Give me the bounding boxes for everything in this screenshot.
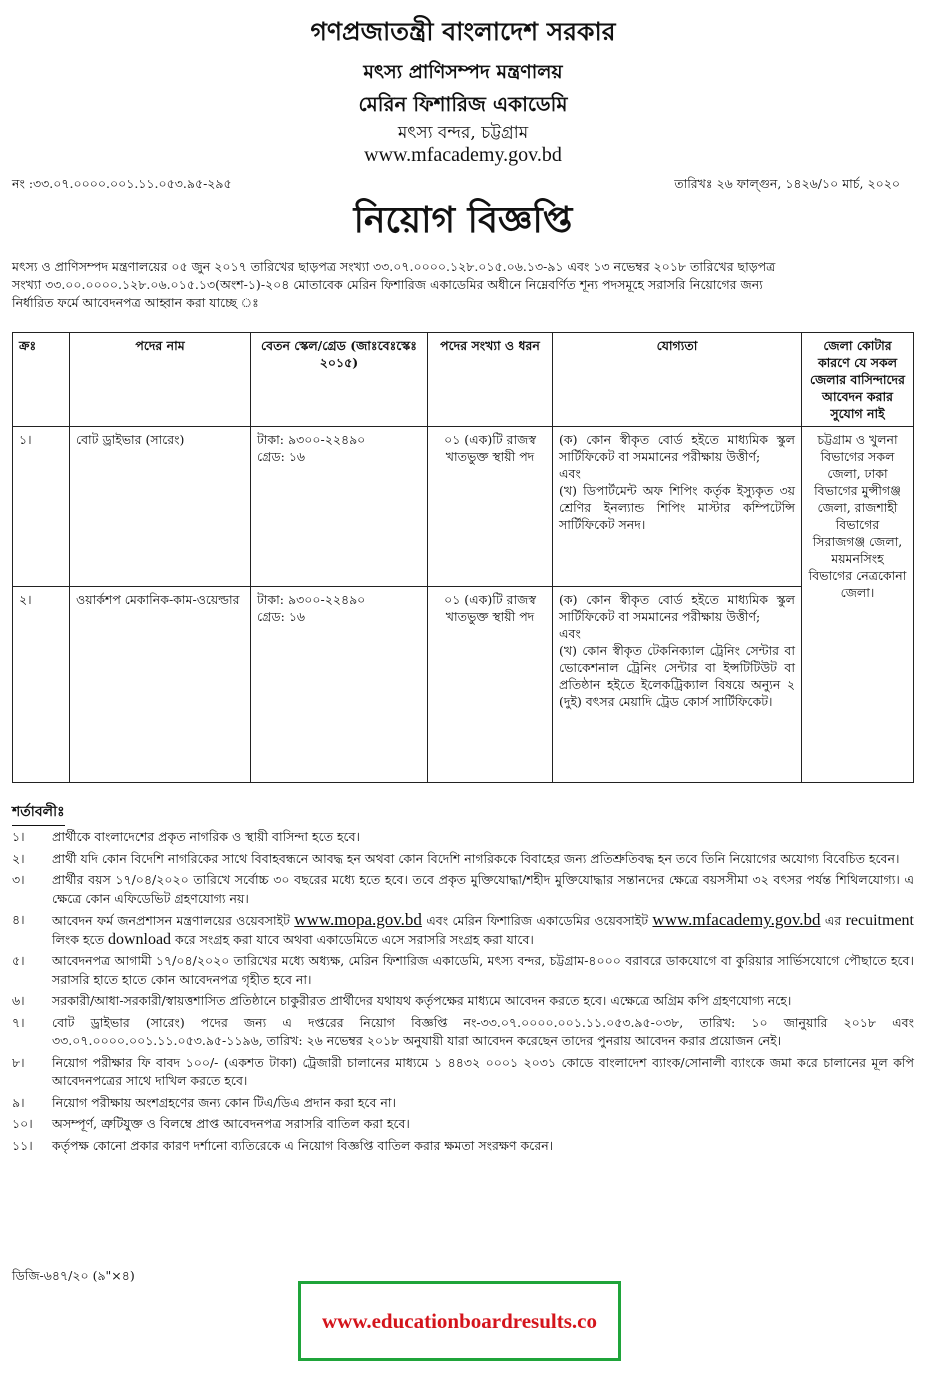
condition-number: ৪। [12, 912, 25, 927]
row-pay-scale [251, 427, 428, 587]
header-serial: ক্রঃ [13, 333, 70, 427]
qualification-and: এবং [559, 626, 581, 641]
condition-text: অসম্পূর্ণ, ত্রুটিযুক্ত ও বিলম্বে প্রাপ্ত আবেদনপত্র সরাসরি বাতিল করা হবে। [52, 1116, 410, 1131]
condition-text: নিয়োগ পরীক্ষায় অংশগ্রহণের জন্য কোন টিএ/ডিএ প্রদান করা হবে না। [52, 1094, 396, 1110]
download-word: download [107, 930, 172, 948]
row-serial: ২। [13, 587, 70, 783]
condition-number: ২। [12, 850, 25, 866]
notice-title: নিয়োগ বিজ্ঞপ্তি [353, 199, 573, 241]
condition-item [12, 1094, 914, 1113]
conditions-list [12, 828, 914, 1158]
address-line: মৎস্য বন্দর, চট্টগ্রাম [397, 123, 529, 143]
conditions-heading: শর্তাবলীঃ [12, 800, 65, 824]
notice-date: তারিখঃ ২৬ ফাল্গুন, ১৪২৬/১০ মার্চ, ২০২০ [674, 176, 900, 191]
condition-text-part: আবেদন ফর্ম জনপ্রশাসন মন্ত্রণালয়ের ওয়েবসাইট [52, 913, 295, 928]
header-qualification: যোগ্যতা [553, 333, 802, 427]
header-post-count: পদের সংখ্যা ও ধরন [428, 333, 553, 427]
row-qualification [553, 427, 802, 587]
condition-item [12, 850, 914, 869]
condition-text: সরকারী/আধা-সরকারী/স্বায়ত্তশাসিত প্রতিষ্ঠানে চাকুরীরত প্রার্থীদের যথাযথ কর্তৃপক্ষের মাধ্যমে আবেদন করতে হবে। এক্ষেত্রে অগ্রিম কপি গ্রহণযোগ্য নহে। [52, 993, 792, 1008]
condition-number: ১। [12, 829, 25, 844]
condition-text-part: লিংক হতে [52, 931, 108, 947]
intro-line: মৎস্য ও প্রাণিসম্পদ মন্ত্রণালয়ের ০৫ জুন ২০১৭ তারিখের ছাড়পত্র সংখ্যা ৩৩.০৭.০০০০.১২৮.০১৫.০৬.১৩-৯১ এবং ১৩ নভেম্বর ২০১৮ তারিখের ছাড়পত্র [12, 259, 776, 274]
condition-number: ৮। [12, 1054, 25, 1070]
memo-number: নং :৩৩.০৭.০০০০.০০১.১১.০৫৩.৯৫-২৯৫ [12, 176, 232, 191]
mopa-website-link[interactable]: www.mopa.gov.bd [294, 910, 422, 929]
ministry-heading: মৎস্য প্রাণিসম্পদ মন্ত্রণালয় [363, 61, 563, 83]
row-post-count: ০১ (এক)টি রাজস্ব খাতভুক্ত স্থায়ী পদ [428, 427, 553, 587]
condition-text-part: এবং মেরিন ফিশারিজ একাডেমির ওয়েবসাইট [421, 913, 653, 928]
qualification-b: (খ) কোন স্বীকৃত টেকনিক্যাল ট্রেনিং সেন্টার বা ভোকেশনাল ট্রেনিং সেন্টার বা ইন্সটিটিউট বা প্রতিষ্ঠান হইতে ইলেকট্রিক্যাল বিষয়ে অন্যুন ২ (দুই) বৎসর মেয়াদি ট্রেড কোর্স সার্টিফিকেট। [559, 643, 795, 709]
header-district-quota: জেলা কোটার কারণে যে সকল জেলার বাসিন্দাদের আবেদন করার সুযোগ নাই [802, 333, 914, 427]
row-post-name: ওয়ার্কশপ মেকানিক-কাম-ওয়েল্ডার [70, 587, 251, 783]
condition-item [12, 1137, 914, 1156]
watermark-box [298, 1281, 621, 1361]
condition-text: বোট ড্রাইভার (সারেং) পদের জন্য এ দপ্তরের নিয়োগ বিজ্ঞপ্তি নং-৩৩.০৭.০০০০.০০১.১১.০৫৩.৯৫-০৩৮, তারিখ: ১০ জানুয়ারি ২০১৮ এবং ৩৩.০৭.০০০০.০০১.১১.০৫৩.৯৫-১১৯৬, তারিখ: ২৬ নভেম্বর ২০১৮ অনুযায়ী যারা আবেদন করেছেন তাদের পুনরায় আবেদন করার প্রয়োজন নেই। [52, 1014, 914, 1048]
table-row [13, 587, 914, 783]
row-post-name: বোট ড্রাইভার (সারেং) [70, 427, 251, 587]
vacancy-table [12, 332, 914, 783]
district-quota-cell: চট্টগ্রাম ও খুলনা বিভাগের সকল জেলা, ঢাকা বিভাগের মুন্সীগঞ্জ জেলা, রাজশাহী বিভাগের সিরাজগঞ্জ জেলা, ময়মনসিংহ বিভাগের নেত্রকোনা জেলা। [802, 427, 914, 783]
qualification-a: (ক) কোন স্বীকৃত বোর্ড হইতে মাধ্যমিক স্কুল সার্টিফিকেট বা সমমানের পরীক্ষায় উত্তীর্ণ; [559, 432, 795, 464]
intro-line: সংখ্যা ৩৩.০০.০০০০.১২৮.০৬.০১৫.১৩(অংশ-১)-২০৪ মোতাবেক মেরিন ফিশারিজ একাডেমির অধীনে নিম্নেবর্ণিত শূন্য পদসমূহে সরাসরি নিয়োগের জন্য [12, 277, 763, 292]
condition-number: ১১। [12, 1137, 33, 1153]
condition-text: প্রার্থী যদি কোন বিদেশি নাগরিকের সাথে বিবাহবন্ধনে আবদ্ধ হন অথবা কোন বিদেশি নাগরিককে বিবাহের জন্য প্রতিশ্রুতিবদ্ধ হন তবে তিনি নিয়োগের অযোগ্য বিবেচিত হবেন। [52, 850, 900, 866]
condition-number: ৫। [12, 953, 25, 968]
condition-text: নিয়োগ পরীক্ষার ফি বাবদ ১০০/- (একশত টাকা) ট্রেজারী চালানের মাধ্যমে ১ ৪৪৩২ ০০০১ ২০৩১ কোডে বাংলাদেশ ব্যাংক/সোনালী ব্যাংকে জমা করে চালানের মূল কপি আবেদনপত্রের সাথে দাখিল করতে হবে। [52, 1054, 914, 1088]
qualification-b: (খ) ডিপার্টমেন্ট অফ শিপিং কর্তৃক ইস্যুকৃত ৩য় শ্রেণির ইনল্যান্ড শিপিং মাস্টার কম্পিটেন্সি সার্টিফিকেট সনদ। [559, 483, 795, 532]
condition-item [12, 1054, 914, 1091]
row-pay-scale [251, 587, 428, 783]
row-grade: গ্রেড: ১৬ [257, 449, 306, 464]
qualification-and: এবং [559, 466, 581, 481]
row-qualification [553, 587, 802, 783]
condition-text-part: করে সংগ্রহ করা যাবে অথবা একাডেমিতে এসে সরাসরি সংগ্রহ করা যাবে। [171, 931, 534, 947]
intro-line: নির্ধারিত ফর্মে আবেদনপত্র আহ্বান করা যাচ্ছে ঃ [12, 295, 259, 310]
header-post-name: পদের নাম [70, 333, 251, 427]
row-pay: টাকা: ৯৩০০-২২৪৯০ [257, 432, 366, 447]
qualification-a: (ক) কোন স্বীকৃত বোর্ড হইতে মাধ্যমিক স্কুল সার্টিফিকেট বা সমমানের পরীক্ষায় উত্তীর্ণ; [559, 592, 795, 624]
condition-item [12, 992, 914, 1011]
condition-text [52, 911, 914, 949]
condition-text: কর্তৃপক্ষ কোনো প্রকার কারণ দর্শানো ব্যতিরেকে এ নিয়োগ বিজ্ঞপ্তি বাতিল করার ক্ষমতা সংরক্ষণ করেন। [52, 1137, 554, 1153]
row-serial: ১। [13, 427, 70, 587]
condition-item [12, 1115, 914, 1134]
row-pay: টাকা: ৯৩০০-২২৪৯০ [257, 592, 366, 607]
condition-number: ৬। [12, 993, 25, 1008]
intro-paragraph [12, 258, 912, 312]
condition-item [12, 911, 914, 949]
academy-heading: মেরিন ফিশারিজ একাডেমি [358, 92, 568, 116]
condition-text-part: এর [820, 913, 846, 928]
government-heading: গণপ্রজাতন্ত্রী বাংলাদেশ সরকার [310, 17, 616, 46]
recruitment-word: recuitment [845, 912, 914, 929]
condition-text: প্রার্থীর বয়স ১৭/০৪/২০২০ তারিখে সর্বোচ্চ ৩০ বছরের মধ্যে হতে হবে। তবে প্রকৃত মুক্তিযোদ্ধা/শহীদ মুক্তিযোদ্ধার সন্তানদের ক্ষেত্রে বয়সসীমা ৩২ বৎসর পর্যন্ত শিথিলযোগ্য। এ ক্ষেত্রে কোন এফিডেভিট গ্রহণযোগ্য নয়। [52, 872, 914, 906]
condition-number: ৯। [12, 1094, 25, 1110]
condition-number: ১০। [12, 1116, 33, 1131]
header-pay-scale: বেতন স্কেল/গ্রেড (জাঃবেঃস্কেঃ ২০১৫) [251, 333, 428, 427]
academy-website-link[interactable]: www.mfacademy.gov.bd [652, 910, 821, 929]
condition-item [12, 1014, 914, 1051]
table-header-row [13, 333, 914, 427]
row-post-count: ০১ (এক)টি রাজস্ব খাতভুক্ত স্থায়ী পদ [428, 587, 553, 783]
condition-text: প্রার্থীকে বাংলাদেশের প্রকৃত নাগরিক ও স্থায়ী বাসিন্দা হতে হবে। [52, 829, 360, 844]
condition-item [12, 828, 914, 847]
table-row [13, 427, 914, 587]
condition-item [12, 871, 914, 908]
watermark-text: www.educationboardresults.co [322, 1308, 597, 1333]
row-grade: গ্রেড: ১৬ [257, 609, 306, 624]
condition-number: ৭। [12, 1014, 25, 1030]
condition-number: ৩। [12, 872, 25, 887]
reference-code: ডিজি-৬৪৭/২০ (৯"×৪) [12, 1268, 135, 1283]
condition-item [12, 952, 914, 989]
condition-text: আবেদনপত্র আগামী ১৭/০৪/২০২০ তারিখের মধ্যে অধ্যক্ষ, মেরিন ফিশারিজ একাডেমি, মৎস্য বন্দর, চট্টগ্রাম-৪০০০ বরাবরে ডাকযোগে বা কুরিয়ার সার্ভিসযোগে পৌছাতে হবে। সরাসরি হাতে হাতে কোন আবেদনপত্র গৃহীত হবে না। [52, 953, 914, 987]
website-line: www.mfacademy.gov.bd [364, 144, 562, 166]
